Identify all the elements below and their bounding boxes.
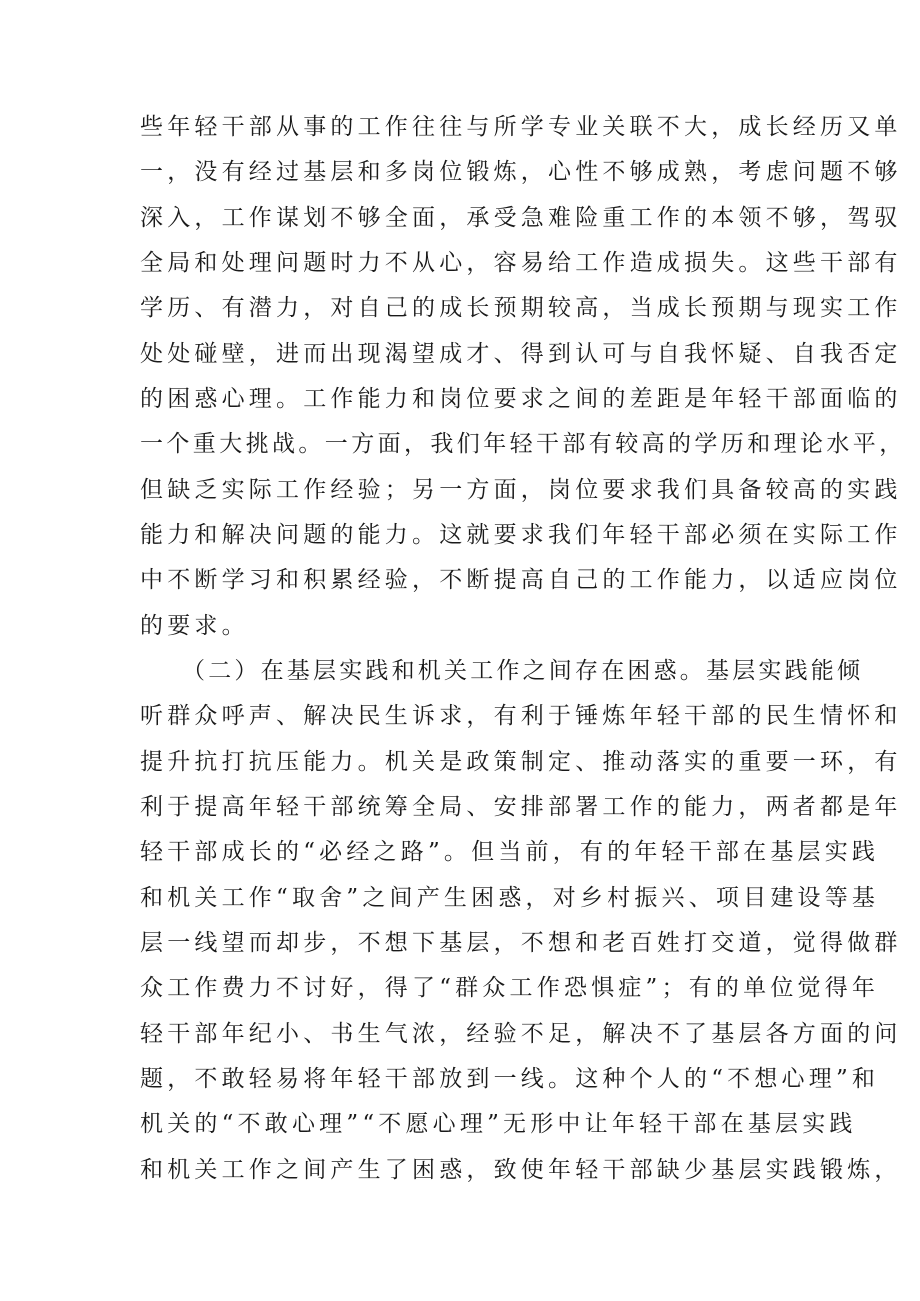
paragraph-1-line: 处处碰壁，进而出现渴望成才、得到认可与自我怀疑、自我否定 bbox=[140, 341, 902, 367]
paragraph-2-line: 轻干部年纪小、书生气浓，经验不足，解决不了基层各方面的问 bbox=[140, 1021, 902, 1047]
paragraph-1-line: 的困惑心理。工作能力和岗位要求之间的差距是年轻干部面临的 bbox=[140, 386, 902, 412]
paragraph-2-line: 提升抗打抗压能力。机关是政策制定、推动落实的重要一环，有 bbox=[140, 749, 902, 775]
paragraph-1-line: 学历、有潜力，对自己的成长预期较高，当成长预期与现实工作 bbox=[140, 295, 902, 321]
paragraph-2-line: 机关的“不敢心理”“不愿心理”无形中让年轻干部在基层实践 bbox=[140, 1111, 857, 1137]
paragraph-2-line: 众工作费力不讨好，得了“群众工作恐惧症”；有的单位觉得年 bbox=[140, 975, 880, 1001]
paragraph-2-line: （二）在基层实践和机关工作之间存在困惑。基层实践能倾 bbox=[182, 658, 864, 684]
paragraph-1-line: 能力和解决问题的能力。这就要求我们年轻干部必须在实际工作 bbox=[140, 522, 902, 548]
paragraph-2-line: 利于提高年轻干部统筹全局、安排部署工作的能力，两者都是年 bbox=[140, 794, 902, 820]
paragraph-2-line: 和机关工作之间产生了困惑，致使年轻干部缺少基层实践锻炼， bbox=[140, 1157, 902, 1183]
paragraph-2-line: 题，不敢轻易将年轻干部放到一线。这种个人的“不想心理”和 bbox=[140, 1066, 880, 1092]
paragraph-2-line: 和机关工作“取舍”之间产生困惑，对乡村振兴、项目建设等基 bbox=[140, 885, 880, 911]
paragraph-1-line: 中不断学习和积累经验，不断提高自己的工作能力，以适应岗位 bbox=[140, 567, 902, 593]
paragraph-1-line: 一个重大挑战。一方面，我们年轻干部有较高的学历和理论水平， bbox=[140, 431, 906, 457]
paragraph-1-line: 全局和处理问题时力不从心，容易给工作造成损失。这些干部有 bbox=[140, 250, 902, 276]
paragraph-2-line: 轻干部成长的“必经之路”。但当前，有的年轻干部在基层实践 bbox=[140, 839, 880, 865]
paragraph-1-line: 的要求。 bbox=[140, 613, 249, 639]
paragraph-1-line: 些年轻干部从事的工作往往与所学专业关联不大，成长经历又单 bbox=[140, 114, 902, 140]
paragraph-1-line: 但缺乏实际工作经验；另一方面，岗位要求我们具备较高的实践 bbox=[140, 477, 902, 503]
paragraph-1-line: 深入，工作谋划不够全面，承受急难险重工作的本领不够，驾驭 bbox=[140, 205, 902, 231]
paragraph-1-line: 一，没有经过基层和多岗位锻炼，心性不够成熟，考虑问题不够 bbox=[140, 159, 902, 185]
paragraph-2-line: 听群众呼声、解决民生诉求，有利于锤炼年轻干部的民生情怀和 bbox=[140, 703, 902, 729]
paragraph-2-line: 层一线望而却步，不想下基层，不想和老百姓打交道，觉得做群 bbox=[140, 930, 902, 956]
